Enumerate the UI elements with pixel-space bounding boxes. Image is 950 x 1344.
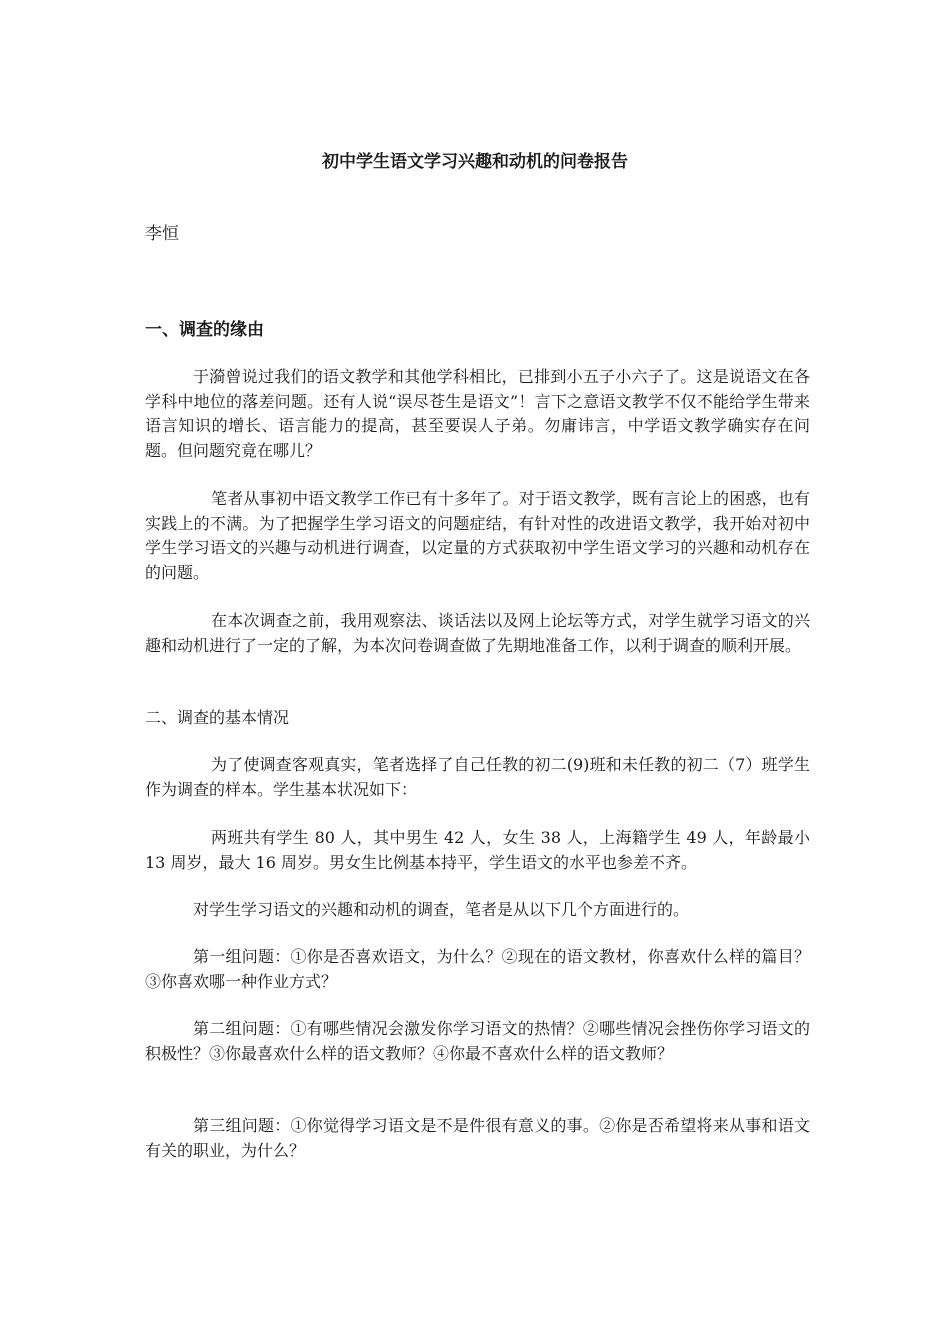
paragraph-7: 第一组问题：①你是否喜欢语文，为什么？②现在的语文教材，你喜欢什么样的篇目？③你喜欢哪一种作业方式？ xyxy=(145,947,810,991)
paragraph-8: 第二组问题：①有哪些情况会激发你学习语文的热情？②哪些情况会挫伤你学习语文的积极性？③你最喜欢什么样的语文教师？④你最不喜欢什么样的语文教师？ xyxy=(145,1019,810,1063)
section-heading-2: 二、调查的基本情况 xyxy=(145,708,290,727)
paragraph-4: 为了使调查客观真实，笔者选择了自己任教的初二(9)班和未任教的初二（7）班学生作为调查的样本。学生基本状况如下： xyxy=(145,755,810,799)
section-heading-1: 一、调查的缘由 xyxy=(145,320,264,340)
paragraph-9: 第三组问题：①你觉得学习语文是不是件很有意义的事。②你是否希望将来从事和语文有关的职业，为什么？ xyxy=(145,1116,810,1160)
author-name: 李恒 xyxy=(145,224,179,244)
paragraph-5: 两班共有学生 80 人，其中男生 42 人，女生 38 人，上海籍学生 49 人，年龄最小 13 周岁，最大 16 周岁。男女生比例基本持平，学生语文的水平也参差不齐。 xyxy=(145,828,810,872)
document-title: 初中学生语文学习兴趣和动机的问卷报告 xyxy=(322,152,628,172)
paragraph-3: 在本次调查之前，我用观察法、谈话法以及网上论坛等方式，对学生就学习语文的兴趣和动机进行了一定的了解，为本次问卷调查做了先期地准备工作，以利于调查的顺利开展。 xyxy=(145,611,810,655)
paragraph-1: 于漪曾说过我们的语文教学和其他学科相比，已排到小五子小六子了。这是说语文在各学科中地位的落差问题。还有人说“误尽苍生是语文”！言下之意语文教学不仅不能给学生带来语言知识的增长、语言能力的提高，甚至要误人子弟。勿庸讳言，中学语文教学确实存在问题。但问题究竟在哪儿？ xyxy=(145,367,810,460)
paragraph-2: 笔者从事初中语文教学工作已有十多年了。对于语文教学，既有言论上的困惑，也有实践上的不满。为了把握学生学习语文的问题症结，有针对性的改进语文教学，我开始对初中学生学习语文的兴趣与动机进行调查，以定量的方式获取初中学生语文学习的兴趣和动机存在的问题。 xyxy=(145,489,810,582)
paragraph-6: 对学生学习语文的兴趣和动机的调查，笔者是从以下几个方面进行的。 xyxy=(193,900,690,919)
